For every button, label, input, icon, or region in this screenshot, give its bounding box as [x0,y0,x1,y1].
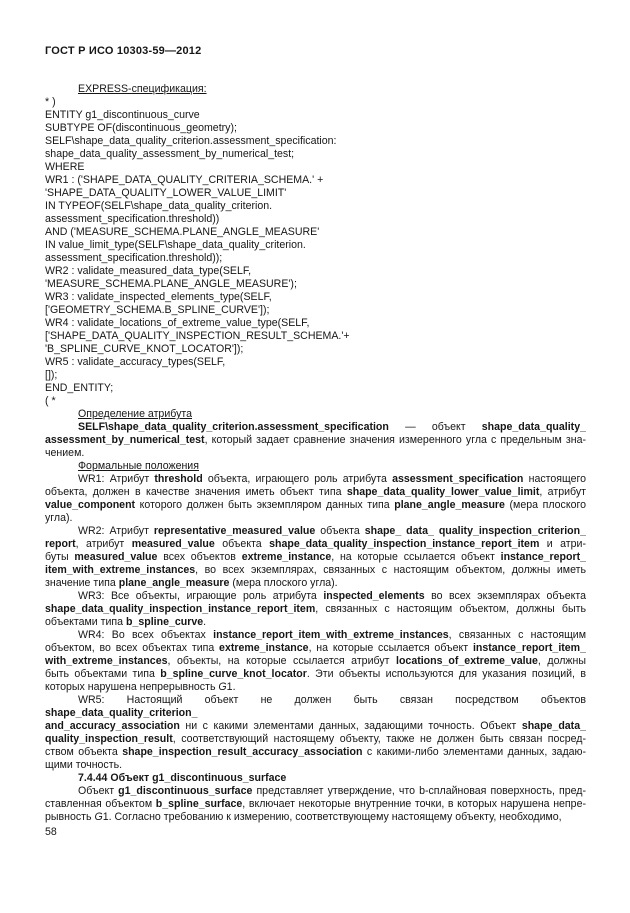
term-bold: shape_inspection_result_accuracy_association [122,746,363,758]
text-run: WR1: Атрибут [78,473,155,485]
code-line: SUBTYPE OF(discontinuous_geometry); [45,122,237,134]
text-run: , атрибут [539,486,586,498]
paragraph-line [45,421,586,434]
text-run: ством объекта [45,746,123,758]
text-run: щими точность. [45,759,123,771]
term-bold: and_accuracy_association [45,720,180,732]
paragraph-line [45,720,586,733]
paragraph-line [45,551,586,564]
text-run: объектами типа [45,616,126,628]
code-line: WR1 : ('SHAPE_DATA_QUALITY_CRITERIA_SCHEMA.' + [45,174,324,186]
term-bold: b_spline_curve [125,616,204,628]
term-bold: measured_value [131,538,215,550]
paragraph-line [45,811,586,824]
code-line: ['GEOMETRY_SCHEMA.B_SPLINE_CURVE']); [45,304,270,316]
paragraph [45,473,586,525]
paragraph-line [45,525,586,538]
text-run: . Эти объекты используются для указания позиций, в [306,668,586,680]
text-run: объекта [214,538,270,550]
text-run: которых нарушена непрерывность [45,681,219,693]
code-line: AND ('MEASURE_SCHEMA.PLANE_ANGLE_MEASURE' [45,226,320,238]
code-line: WR4 : validate_locations_of_extreme_value_type(SELF, [45,317,310,329]
paragraph-line [45,785,586,798]
term-bold: threshold [154,473,203,485]
paragraph-line [45,668,586,681]
code-line: ( * [45,395,56,407]
text-run: WR3: Все объекты, играющие роль атрибута [78,590,324,602]
paragraph [45,785,586,824]
term-bold: shape_data_quality_criterion_ [45,707,198,719]
code-line: 'MEASURE_SCHEMA.PLANE_ANGLE_MEASURE'); [45,278,297,290]
term-bold: assessment_by_numerical_test [45,434,205,446]
term-bold: report [45,538,76,550]
code-line: WR5 : validate_accuracy_types(SELF, [45,356,226,368]
text-run: , связанных с настоящим объектом, должны быть [315,603,586,615]
text-run: значение типа [45,577,119,589]
term-bold: b_spline_surface [155,798,243,810]
code-line: WHERE [45,161,85,173]
text-run: с какими-либо элементами данных, задаю- [362,746,586,758]
code-line: WR3 : validate_inspected_elements_type(SELF, [45,291,272,303]
term-bold: g1_discontinuous_surface [118,785,253,797]
text-run: объектом, во всех объектах типа [45,642,220,654]
text-run: чением. [45,447,85,459]
paragraph-line [45,746,586,759]
page-header: ГОСТ Р ИСО 10303-59—2012 [45,45,202,57]
text-run: рывность [45,811,95,823]
text-run: ставленная объектом [45,798,156,810]
text-run: настоящего [523,473,586,485]
term-bold: locations_of_extreme_value [396,655,538,667]
text-run: представляет утверждение, что b-сплайновая поверхность, пред- [252,785,586,797]
express-code-block [45,96,586,408]
paragraph-line [45,616,586,629]
term-bold: shape_data_ [521,720,586,732]
text-run: WR4: Во всех объектах [78,629,214,641]
section-heading: 7.4.44 Объект g1_discontinuous_surface [78,772,287,784]
text-run: , на которые ссылается объект [308,642,473,654]
paragraph-line [45,603,586,616]
text-run: , объекты, на которые ссылается атрибут [167,655,397,667]
text-run: объекта, играющего роль атрибута [202,473,393,485]
paragraph-line [45,434,586,447]
code-line: SELF\shape_data_quality_criterion.assessment_specification: [45,135,337,147]
code-line: assessment_specification.threshold)) [45,213,220,225]
term-bold: instance_report_item_ [472,642,586,654]
text-run: (мера плоского угла). [229,577,338,589]
paragraph-line [45,590,586,603]
text-run: ни с какими элементами данных, задающими точность. Объект [179,720,522,732]
text-run: , атрибут [75,538,132,550]
text-run: WR5: Настоящий объект не должен быть связан посредством объектов [78,694,586,706]
term-bold: assessment_specification [392,473,524,485]
paragraph-line [45,642,586,655]
term-bold: shape_data_quality_inspection_instance_report_item [269,538,540,550]
paragraph [45,525,586,590]
code-line: WR2 : validate_measured_data_type(SELF, [45,265,252,277]
paragraph-line [45,655,586,668]
term-bold: inspected_elements [323,590,425,602]
code-line: ENTITY g1_discontinuous_curve [45,109,200,121]
term-bold: item_with_extreme_instances [45,564,196,576]
text-run: объекта, должен в качестве значения иметь объект типа [45,486,347,498]
text-run: , который задает сравнение значения измеренного угла с предельным зна- [204,434,586,446]
code-line: IN value_limit_type(SELF\shape_data_quality_criterion. [45,239,306,251]
term-bold: instance_report_item_with_extreme_instances [213,629,449,641]
underlined-label: EXPRESS-спецификация: [78,83,207,95]
paragraph-line [45,577,586,590]
paragraph-line [45,512,586,525]
paragraph-line [45,798,586,811]
text-run: которого должен быть экземпляром данных типа [135,499,395,511]
term-italic: G [94,811,103,823]
text-run: буты [45,551,75,563]
paragraph-line [45,486,586,499]
text-run: , связанных с настоящим [448,629,586,641]
text-run: Объект [78,785,119,797]
text-run: , соответствующий настоящему объекту, также не должен быть связан посред- [172,733,586,745]
text-run: . [203,616,207,628]
text-run: WR2: Атрибут [78,525,154,537]
term-bold: shape_ data_ quality_inspection_criterion_ [364,525,586,537]
paragraph-line [45,629,586,642]
text-run: 1. Согласно требованию к измерению, соответствующему настоящему объекту, необходимо, [102,811,562,823]
paragraph-line [45,447,586,460]
underlined-label: Формальные положения [78,460,199,472]
term-italic: G [218,681,227,693]
term-bold: instance_report_ [500,551,586,563]
text-run: , во всех экземплярах, связанных с настоящим объектом, должны иметь [195,564,586,576]
paragraph-line [45,733,586,746]
code-line: assessment_specification.threshold)); [45,252,223,264]
term-bold: with_extreme_instances [45,655,168,667]
term-bold: extreme_instance [219,642,309,654]
code-line: * ) [45,96,56,108]
text-run: , должны [537,655,586,667]
text-run: объекта [315,525,365,537]
term-bold: quality_inspection_result [45,733,173,745]
term-bold: representative_measured_value [153,525,316,537]
text-run: 1. [226,681,236,693]
text-run: — объект [388,421,482,433]
term-bold: value_component [45,499,136,511]
text-run: быть объектами типа [45,668,161,680]
text-run: , включает некоторые внутренние точки, в которых нарушена непре- [242,798,586,810]
paragraph-line [45,694,586,720]
paragraph-line [45,499,586,512]
code-line: END_ENTITY; [45,382,114,394]
paragraph-line [45,538,586,551]
text-run: (мера плоского [504,499,586,511]
text-run: во всех экземплярах объекта [424,590,586,602]
paragraph [45,629,586,694]
text-run: и атри- [539,538,586,550]
term-bold: plane_angle_measure [394,499,505,511]
term-bold: shape_data_quality_inspection_instance_report_item [45,603,316,615]
code-line: 'SHAPE_DATA_QUALITY_LOWER_VALUE_LIMIT' [45,187,287,199]
paragraph [45,421,586,460]
code-line: shape_data_quality_assessment_by_numerical_test; [45,148,295,160]
term-bold: plane_angle_measure [118,577,230,589]
paragraph-line [45,473,586,486]
term-bold: b_spline_curve_knot_locator [160,668,307,680]
code-line: ['SHAPE_DATA_QUALITY_INSPECTION_RESULT_SCHEMA.'+ [45,330,350,342]
text-run: всех объектов [157,551,242,563]
code-line: 'B_SPLINE_CURVE_KNOT_LOCATOR']); [45,343,244,355]
paragraph-line [45,681,586,694]
page-number: 58 [45,826,57,838]
paragraph-line [45,564,586,577]
term-bold: shape_data_quality_ [481,421,586,433]
code-line: IN TYPEOF(SELF\shape_data_quality_criterion. [45,200,273,212]
paragraph-line [45,759,586,772]
term-bold: SELF\shape_data_quality_criterion.assessment_specification [78,421,389,433]
paragraph [45,694,586,772]
term-bold: extreme_instance [241,551,332,563]
paragraph [45,590,586,629]
term-bold: measured_value [74,551,158,563]
text-run: угла). [45,512,73,524]
document-content [45,83,586,824]
underlined-label: Определение атрибута [78,408,193,420]
text-run: , на которые ссылается объект [331,551,501,563]
code-line: []); [45,369,58,381]
term-bold: shape_data_quality_lower_value_limit [346,486,540,498]
